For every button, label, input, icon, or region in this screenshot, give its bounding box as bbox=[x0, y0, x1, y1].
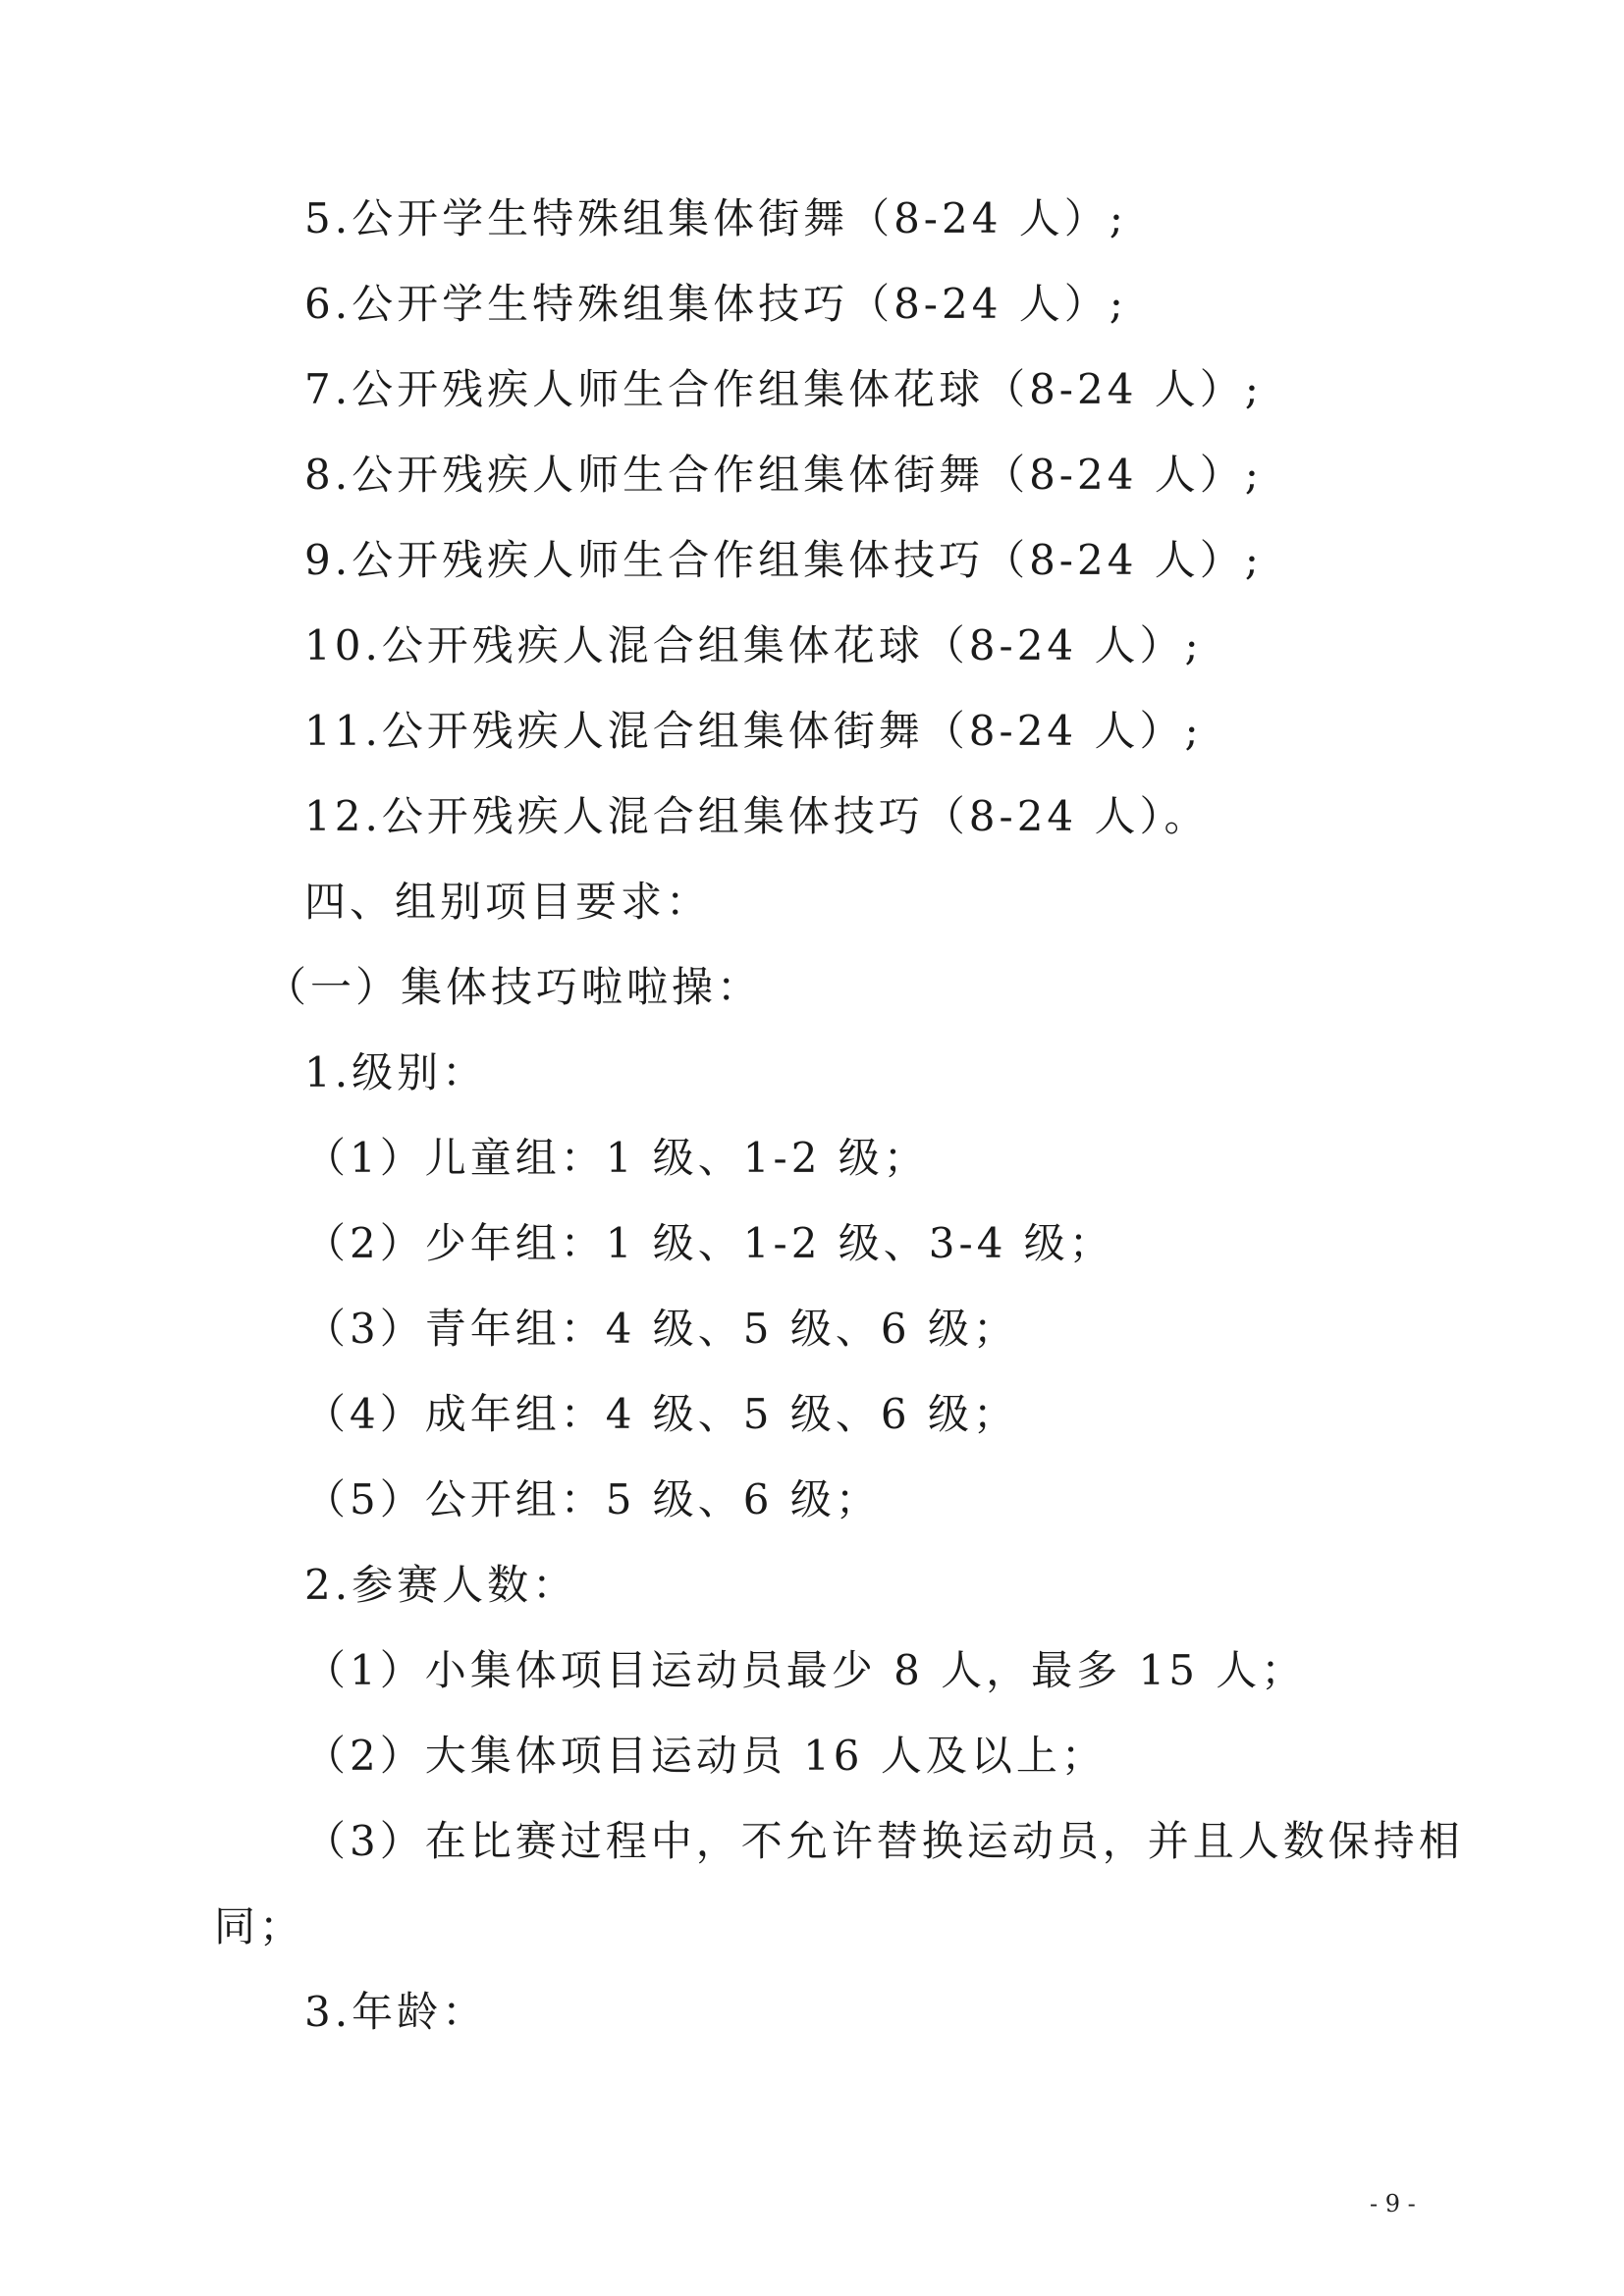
participants-item-no-substitution: （3）在比赛过程中，不允许替换运动员，并且人数保持相 bbox=[304, 1817, 1464, 1865]
list-item-12: 12.公开残疾人混合组集体技巧（8-24 人）。 bbox=[304, 792, 1210, 840]
list-item-7: 7.公开残疾人师生合作组集体花球（8-24 人）; bbox=[304, 365, 1263, 413]
level-item-youth: （3）青年组：4 级、5 级、6 级； bbox=[304, 1305, 1018, 1353]
participants-item-no-substitution-continued: 同； bbox=[214, 1902, 305, 1950]
level-item-adult: （4）成年组：4 级、5 级、6 级； bbox=[304, 1390, 1018, 1438]
list-item-8: 8.公开残疾人师生合作组集体街舞（8-24 人）; bbox=[304, 451, 1263, 499]
list-item-9: 9.公开残疾人师生合作组集体技巧（8-24 人）; bbox=[304, 536, 1263, 584]
participants-item-small-group: （1）小集体项目运动员最少 8 人，最多 15 人； bbox=[304, 1646, 1307, 1694]
list-item-5: 5.公开学生特殊组集体街舞（8-24 人）; bbox=[304, 194, 1127, 242]
level-item-juvenile: （2）少年组：1 级、1-2 级、3-4 级； bbox=[304, 1219, 1114, 1267]
section-heading-4: 四、组别项目要求： bbox=[304, 878, 712, 926]
item-heading-age: 3.年龄： bbox=[304, 1988, 488, 2036]
list-item-10: 10.公开残疾人混合组集体花球（8-24 人）; bbox=[304, 621, 1203, 669]
item-heading-level: 1.级别： bbox=[304, 1048, 488, 1096]
list-item-11: 11.公开残疾人混合组集体街舞（8-24 人）; bbox=[304, 707, 1203, 755]
participants-item-large-group: （2）大集体项目运动员 16 人及以上； bbox=[304, 1732, 1107, 1780]
level-item-open: （5）公开组：5 级、6 级； bbox=[304, 1475, 881, 1523]
item-heading-participants: 2.参赛人数： bbox=[304, 1561, 578, 1609]
subsection-heading-1: （一）集体技巧啦啦操： bbox=[265, 963, 763, 1011]
page-number: - 9 - bbox=[1370, 2190, 1416, 2217]
level-item-children: （1）儿童组：1 级、1-2 级； bbox=[304, 1134, 929, 1182]
list-item-6: 6.公开学生特殊组集体技巧（8-24 人）; bbox=[304, 280, 1127, 328]
